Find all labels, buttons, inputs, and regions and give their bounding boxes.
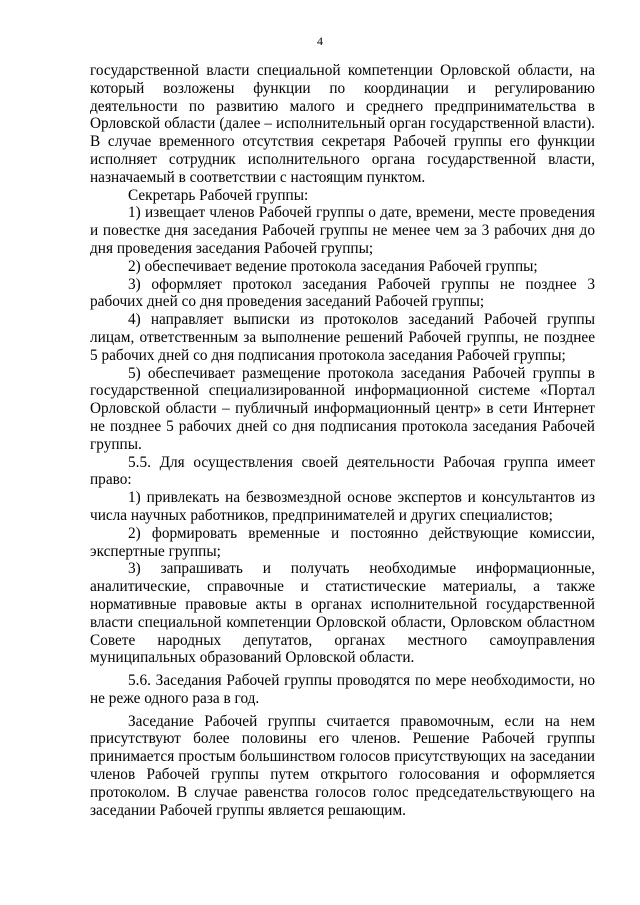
- paragraph-rights-item-3: 3) запрашивать и получать необходимые информационные, аналитические, справочные и статистические материалы, а также нормативные правовые акты в органах исполнительной государственной власти специальной компетенции Орловской области, Орловском областном Совете народных депутатов, органах местного самоуправления муниципальных образований Орловской области.: [90, 560, 595, 667]
- paragraph-continuation: государственной власти специальной компетенции Орловской области, на который возложены функции по координации и регулированию деятельности по развитию малого и среднего предпринимательства в Орловской области (далее – исполнительный орган государственной власти). В случае временного отсутствия секретаря Рабочей группы его функции исполняет сотрудник исполнительного органа государственной власти, назначаемый в соответствии с настоящим пунктом.: [90, 62, 595, 186]
- paragraph-secretary-item-5: 5) обеспечивает размещение протокола заседания Рабочей группы в государственной специализированной информационной системе «Портал Орловской области – публичный информационный центр» в сети Интернет не позднее 5 рабочих дней со дня подписания протокола заседания Рабочей группы.: [90, 364, 595, 453]
- paragraph-secretary-item-4: 4) направляет выписки из протоколов заседаний Рабочей группы лицам, ответственным за выполнение решений Рабочей группы, не позднее 5 рабочих дней со дня подписания протокола заседания Рабочей группы;: [90, 311, 595, 364]
- paragraph-quorum: Заседание Рабочей группы считается правомочным, если на нем присутствуют более половины его членов. Решение Рабочей группы принимается простым большинством голосов присутствующих на заседании членов Рабочей группы путем открытого голосования и оформляется протоколом. В случае равенства голосов голос председательствующего на заседании Рабочей группы является решающим.: [90, 712, 595, 819]
- paragraph-secretary-item-1: 1) извещает членов Рабочей группы о дате, времени, месте проведения и повестке дня заседания Рабочей группы не менее чем за 3 рабочих дня до дня проведения заседания Рабочей группы;: [90, 204, 595, 257]
- paragraph-rights-item-1: 1) привлекать на безвозмездной основе экспертов и консультантов из числа научных работников, предпринимателей и других специалистов;: [90, 489, 595, 524]
- paragraph-secretary-heading: Секретарь Рабочей группы:: [128, 186, 309, 204]
- paragraph-5-6: 5.6. Заседания Рабочей группы проводятся по мере необходимости, но не реже одного раза в год.: [90, 672, 595, 707]
- paragraph-secretary-item-3: 3) оформляет протокол заседания Рабочей группы не позднее 3 рабочих дней со дня проведения заседаний Рабочей группы;: [90, 275, 595, 311]
- paragraph-5-5: 5.5. Для осуществления своей деятельности Рабочая группа имеет право:: [90, 453, 595, 489]
- page-number: 4: [317, 34, 323, 48]
- document-body: [90, 62, 595, 819]
- paragraph-secretary-item-2: 2) обеспечивает ведение протокола заседания Рабочей группы;: [128, 257, 538, 275]
- paragraph-rights-item-2: 2) формировать временные и постоянно действующие комиссии, экспертные группы;: [90, 524, 595, 560]
